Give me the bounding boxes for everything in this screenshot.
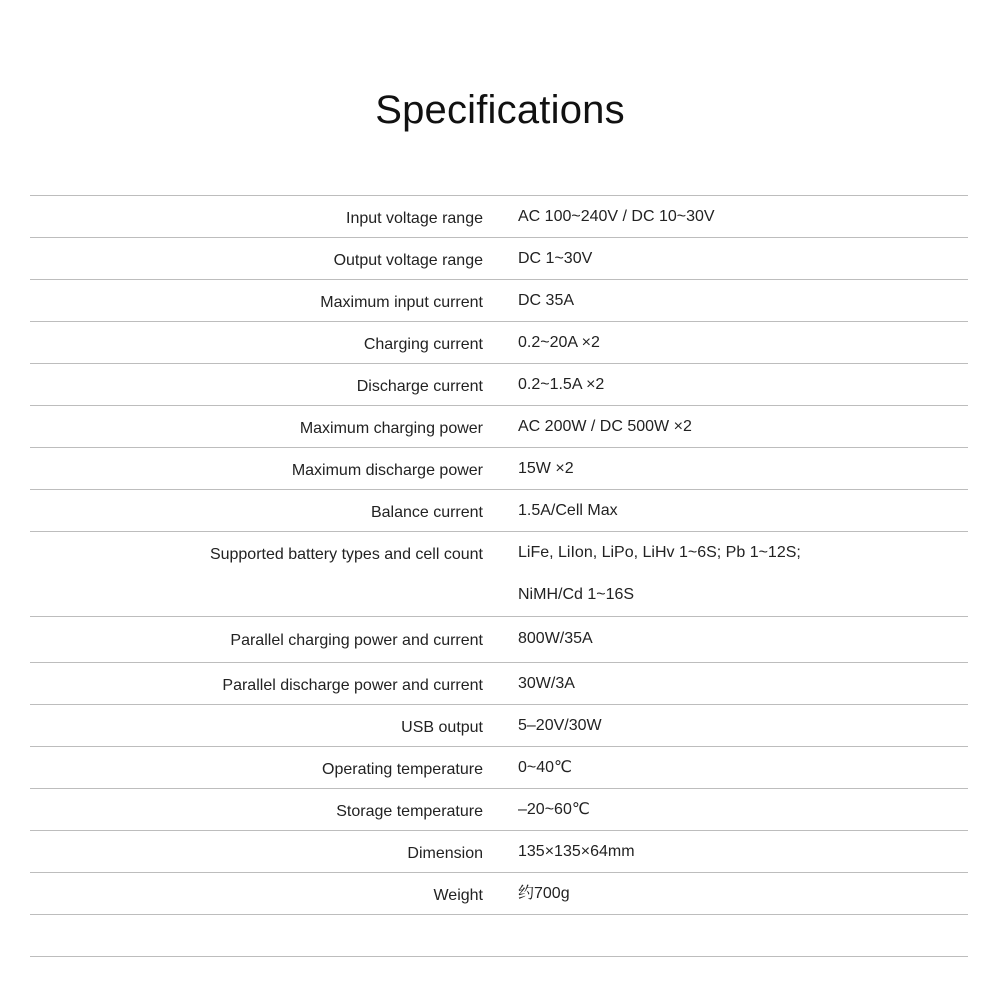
spec-label: Input voltage range bbox=[346, 210, 483, 227]
spec-label: Output voltage range bbox=[333, 252, 483, 269]
spec-value: 30W/3A bbox=[518, 675, 575, 692]
spec-row-battery-types bbox=[30, 532, 968, 617]
spec-row-parallel-discharge bbox=[30, 663, 968, 705]
spec-row-weight bbox=[30, 873, 968, 915]
spec-value: –20~60℃ bbox=[518, 801, 590, 818]
spec-row-usb-output bbox=[30, 705, 968, 747]
spec-value: LiFe, LiIon, LiPo, LiHv 1~6S; Pb 1~12S; bbox=[518, 544, 801, 561]
spec-value: 0.2~1.5A ×2 bbox=[518, 376, 605, 393]
spec-value: AC 100~240V / DC 10~30V bbox=[518, 208, 715, 225]
spec-label: Discharge current bbox=[356, 378, 483, 395]
spec-row-input-voltage bbox=[30, 196, 968, 238]
spec-value: 0.2~20A ×2 bbox=[518, 334, 600, 351]
spec-row-operating-temp bbox=[30, 747, 968, 789]
spec-label: USB output bbox=[401, 719, 483, 736]
spec-label: Parallel discharge power and current bbox=[222, 677, 483, 694]
spec-label: Charging current bbox=[363, 336, 483, 353]
spec-row-max-input-current bbox=[30, 280, 968, 322]
spec-value: 5–20V/30W bbox=[518, 717, 602, 734]
spec-row-balance-current bbox=[30, 490, 968, 532]
spec-label: Weight bbox=[433, 887, 483, 904]
page-title: Specifications bbox=[375, 88, 625, 132]
spec-value: 0~40℃ bbox=[518, 759, 573, 776]
spec-value: AC 200W / DC 500W ×2 bbox=[518, 418, 692, 435]
spec-value: DC 1~30V bbox=[518, 250, 593, 267]
spec-value: 15W ×2 bbox=[518, 460, 574, 477]
spec-label: Parallel charging power and current bbox=[230, 632, 483, 649]
spec-label: Supported battery types and cell count bbox=[209, 546, 483, 563]
spec-row-discharge-current bbox=[30, 364, 968, 406]
spec-row-storage-temp bbox=[30, 789, 968, 831]
spec-value: 800W/35A bbox=[518, 630, 593, 647]
spec-value: NiMH/Cd 1~16S bbox=[518, 586, 635, 603]
spec-table bbox=[30, 195, 968, 957]
spec-row-parallel-charging bbox=[30, 617, 968, 663]
spec-row-max-charging-power bbox=[30, 406, 968, 448]
spec-row-charging-current bbox=[30, 322, 968, 364]
spec-value: DC 35A bbox=[518, 292, 575, 309]
spec-label: Maximum charging power bbox=[299, 420, 483, 437]
spec-row-output-voltage bbox=[30, 238, 968, 280]
spec-row-dimension bbox=[30, 831, 968, 873]
spec-label: Dimension bbox=[407, 845, 483, 862]
spec-label: Maximum discharge power bbox=[291, 462, 483, 479]
spec-row-max-discharge-power bbox=[30, 448, 968, 490]
spec-label: Maximum input current bbox=[320, 294, 483, 311]
spec-row-empty bbox=[30, 915, 968, 957]
spec-value: 135×135×64mm bbox=[518, 843, 635, 860]
spec-label: Balance current bbox=[370, 504, 483, 521]
spec-value: 约700g bbox=[518, 885, 570, 902]
spec-value: 1.5A/Cell Max bbox=[518, 502, 618, 519]
spec-label: Operating temperature bbox=[322, 761, 483, 778]
spec-label: Storage temperature bbox=[336, 803, 483, 820]
